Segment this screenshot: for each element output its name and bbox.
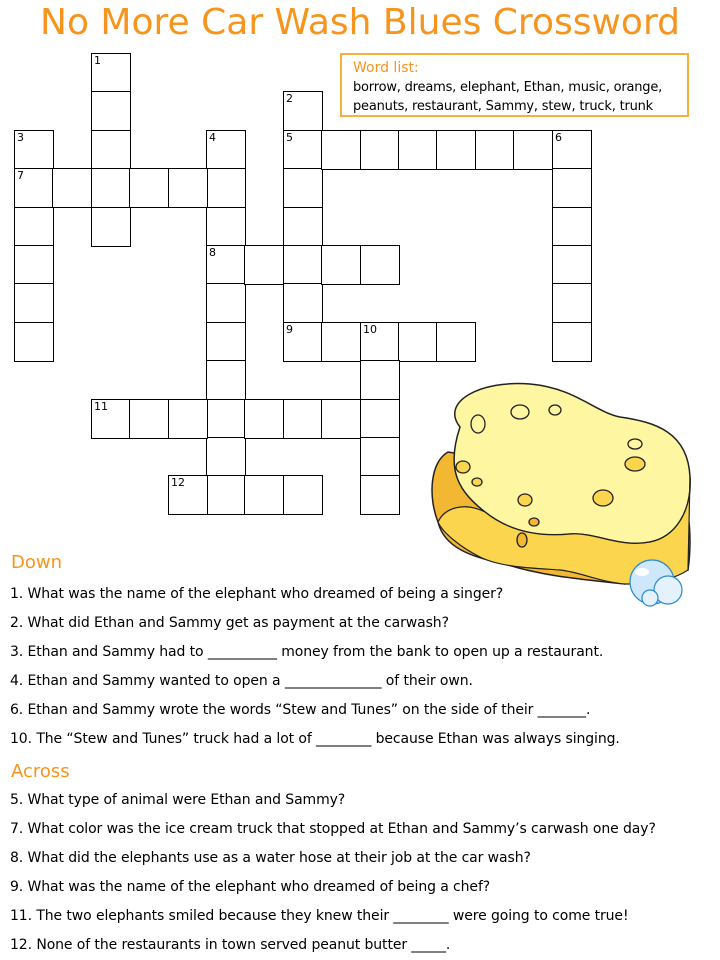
crossword-cell[interactable] bbox=[360, 245, 400, 285]
crossword-cell[interactable] bbox=[206, 168, 246, 208]
crossword-cell[interactable] bbox=[206, 207, 246, 247]
across-clue: 9. What was the name of the elephant who dreamed of being a chef? bbox=[10, 879, 491, 895]
clue-number: 6 bbox=[555, 131, 562, 144]
crossword-cell[interactable] bbox=[206, 322, 246, 362]
clue-number: 5 bbox=[286, 131, 293, 144]
crossword-cell[interactable] bbox=[552, 245, 592, 285]
crossword-cell[interactable] bbox=[244, 245, 284, 285]
crossword-cell[interactable] bbox=[360, 399, 400, 439]
crossword-cell[interactable] bbox=[168, 168, 208, 208]
clue-number: 11 bbox=[94, 400, 108, 413]
crossword-cell[interactable] bbox=[91, 399, 131, 439]
crossword-cell[interactable] bbox=[14, 207, 54, 247]
across-clue: 12. None of the restaurants in town served peanut butter _____. bbox=[10, 937, 451, 953]
crossword-cell[interactable] bbox=[552, 207, 592, 247]
crossword-cell[interactable] bbox=[552, 322, 592, 362]
down-clue: 6. Ethan and Sammy wrote the words “Stew and Tunes” on the side of their _______. bbox=[10, 702, 591, 718]
crossword-cell[interactable] bbox=[436, 322, 476, 362]
word-list-line: borrow, dreams, elephant, Ethan, music, orange, bbox=[353, 80, 663, 95]
crossword-cell[interactable] bbox=[14, 283, 54, 323]
crossword-cell[interactable] bbox=[129, 399, 169, 439]
across-clue: 11. The two elephants smiled because they knew their ________ were going to come true! bbox=[10, 908, 629, 924]
crossword-cell[interactable] bbox=[283, 91, 323, 131]
crossword-cell[interactable] bbox=[552, 283, 592, 323]
crossword-cell[interactable] bbox=[283, 475, 323, 515]
crossword-cell[interactable] bbox=[14, 322, 54, 362]
crossword-cell[interactable] bbox=[552, 168, 592, 208]
sponge-image bbox=[420, 372, 710, 612]
clue-number: 3 bbox=[17, 131, 24, 144]
crossword-cell[interactable] bbox=[321, 130, 361, 170]
crossword-cell[interactable] bbox=[398, 322, 438, 362]
down-clue: 2. What did Ethan and Sammy get as payment at the carwash? bbox=[10, 615, 449, 631]
down-heading: Down bbox=[11, 552, 63, 573]
crossword-cell[interactable] bbox=[321, 322, 361, 362]
crossword-cell[interactable] bbox=[206, 360, 246, 400]
crossword-cell[interactable] bbox=[436, 130, 476, 170]
clue-number: 10 bbox=[363, 323, 377, 336]
clue-number: 2 bbox=[286, 92, 293, 105]
crossword-cell[interactable] bbox=[398, 130, 438, 170]
across-heading: Across bbox=[11, 761, 70, 782]
crossword-cell[interactable] bbox=[360, 437, 400, 477]
across-clue: 7. What color was the ice cream truck that stopped at Ethan and Sammy’s carwash one day? bbox=[10, 821, 656, 837]
crossword-cell[interactable] bbox=[283, 207, 323, 247]
clue-number: 4 bbox=[209, 131, 216, 144]
down-clue: 1. What was the name of the elephant who dreamed of being a singer? bbox=[10, 586, 504, 602]
crossword-cell[interactable] bbox=[91, 168, 131, 208]
crossword-cell[interactable] bbox=[475, 130, 515, 170]
crossword-cell[interactable] bbox=[206, 283, 246, 323]
down-clue: 3. Ethan and Sammy had to __________ money from the bank to open up a restaurant. bbox=[10, 644, 604, 660]
crossword-cell[interactable] bbox=[52, 168, 92, 208]
crossword-cell[interactable] bbox=[206, 437, 246, 477]
crossword-cell[interactable] bbox=[321, 399, 361, 439]
crossword-cell[interactable] bbox=[168, 399, 208, 439]
crossword-cell[interactable] bbox=[283, 130, 323, 170]
crossword-cell[interactable] bbox=[360, 130, 400, 170]
crossword-cell[interactable] bbox=[91, 91, 131, 131]
crossword-cell[interactable] bbox=[91, 207, 131, 247]
crossword-cell[interactable] bbox=[283, 283, 323, 323]
down-clue: 10. The “Stew and Tunes” truck had a lot of ________ because Ethan was always singing. bbox=[10, 731, 620, 747]
crossword-cell[interactable] bbox=[206, 475, 246, 515]
crossword-cell[interactable] bbox=[91, 53, 131, 93]
crossword-cell[interactable] bbox=[14, 168, 54, 208]
across-clue: 5. What type of animal were Ethan and Sammy? bbox=[10, 792, 346, 808]
crossword-cell[interactable] bbox=[552, 130, 592, 170]
crossword-cell[interactable] bbox=[513, 130, 553, 170]
page-title: No More Car Wash Blues Crossword bbox=[40, 2, 680, 43]
crossword-cell[interactable] bbox=[206, 245, 246, 285]
crossword-cell[interactable] bbox=[168, 475, 208, 515]
crossword-cell[interactable] bbox=[206, 399, 246, 439]
across-clue: 8. What did the elephants use as a water hose at their job at the car wash? bbox=[10, 850, 531, 866]
crossword-cell[interactable] bbox=[360, 360, 400, 400]
crossword-cell[interactable] bbox=[283, 245, 323, 285]
clue-number: 8 bbox=[209, 246, 216, 259]
crossword-cell[interactable] bbox=[244, 399, 284, 439]
crossword-cell[interactable] bbox=[360, 322, 400, 362]
crossword-cell[interactable] bbox=[14, 130, 54, 170]
crossword-cell[interactable] bbox=[360, 475, 400, 515]
crossword-cell[interactable] bbox=[14, 245, 54, 285]
crossword-cell[interactable] bbox=[91, 130, 131, 170]
word-list-line: peanuts, restaurant, Sammy, stew, truck, trunk bbox=[353, 99, 654, 114]
crossword-cell[interactable] bbox=[206, 130, 246, 170]
word-list-title: Word list: bbox=[353, 60, 419, 76]
clue-number: 9 bbox=[286, 323, 293, 336]
clue-number: 7 bbox=[17, 169, 24, 182]
crossword-cell[interactable] bbox=[283, 168, 323, 208]
crossword-cell[interactable] bbox=[129, 168, 169, 208]
crossword-cell[interactable] bbox=[244, 475, 284, 515]
down-clue: 4. Ethan and Sammy wanted to open a ______________ of their own. bbox=[10, 673, 473, 689]
crossword-cell[interactable] bbox=[283, 322, 323, 362]
crossword-cell[interactable] bbox=[321, 245, 361, 285]
crossword-cell[interactable] bbox=[283, 399, 323, 439]
clue-number: 12 bbox=[171, 476, 185, 489]
clue-number: 1 bbox=[94, 54, 101, 67]
